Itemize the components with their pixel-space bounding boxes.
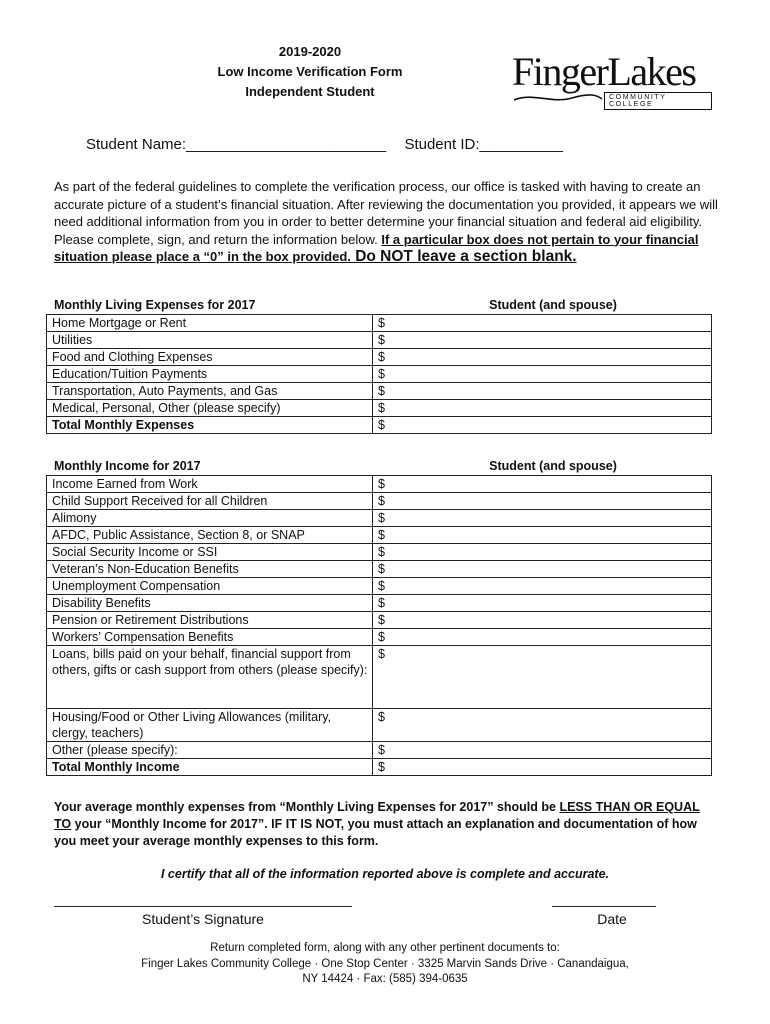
total-row bbox=[47, 417, 712, 434]
table-row bbox=[47, 629, 712, 646]
table-row bbox=[47, 383, 712, 400]
row-label: AFDC, Public Assistance, Section 8, or SNAP bbox=[47, 527, 373, 544]
logo-swoosh-icon bbox=[512, 90, 604, 106]
return-line-3: NY 14424 · Fax: (585) 394-0635 bbox=[302, 973, 468, 985]
table-row bbox=[47, 561, 712, 578]
row-label: Veteran’s Non-Education Benefits bbox=[47, 561, 373, 578]
income-heading: Monthly Income for 2017 bbox=[54, 459, 201, 473]
row-label: Pension or Retirement Distributions bbox=[47, 612, 373, 629]
intro-paragraph bbox=[54, 178, 718, 266]
student-info-row bbox=[86, 136, 577, 153]
table-row bbox=[47, 332, 712, 349]
intro-warning: Do NOT leave a section blank. bbox=[350, 248, 577, 265]
table-row bbox=[47, 493, 712, 510]
form-title: Low Income Verification Form bbox=[217, 64, 403, 79]
amount-field[interactable]: $ bbox=[373, 561, 712, 578]
total-amount-field[interactable]: $ bbox=[373, 417, 712, 434]
amount-field[interactable]: $ bbox=[373, 332, 712, 349]
row-label: Disability Benefits bbox=[47, 595, 373, 612]
table-row bbox=[47, 544, 712, 561]
date-line[interactable] bbox=[552, 906, 656, 907]
form-header bbox=[195, 42, 425, 102]
table-row bbox=[47, 527, 712, 544]
table-row bbox=[47, 595, 712, 612]
income-table bbox=[46, 475, 712, 776]
expenses-heading: Monthly Living Expenses for 2017 bbox=[54, 298, 256, 312]
table-row bbox=[47, 476, 712, 493]
income-heading-row bbox=[54, 459, 710, 473]
logo-tagline: COMMUNITY COLLEGE bbox=[604, 92, 712, 110]
row-label: Workers’ Compensation Benefits bbox=[47, 629, 373, 646]
logo-name: FingerLakes bbox=[512, 49, 696, 94]
total-label: Total Monthly Income bbox=[47, 759, 373, 776]
note-underlined: LESS THAN OR EQUAL TO bbox=[54, 800, 700, 831]
return-line-1: Return completed form, along with any other pertinent documents to: bbox=[210, 942, 560, 954]
row-label: Housing/Food or Other Living Allowances (military, clergy, teachers) bbox=[47, 709, 373, 742]
amount-field[interactable]: $ bbox=[373, 527, 712, 544]
row-label: Social Security Income or SSI bbox=[47, 544, 373, 561]
total-amount-field[interactable]: $ bbox=[373, 759, 712, 776]
table-row bbox=[47, 709, 712, 742]
amount-field[interactable]: $ bbox=[373, 646, 712, 709]
income-column-header: Student (and spouse) bbox=[489, 459, 617, 473]
expense-income-note bbox=[54, 799, 718, 850]
amount-field[interactable]: $ bbox=[373, 366, 712, 383]
total-label: Total Monthly Expenses bbox=[47, 417, 373, 434]
note-part-1: Your average monthly expenses from “Monthly Living Expenses for 2017” should be bbox=[54, 800, 560, 814]
return-line-2: Finger Lakes Community College · One Stop Center · 3325 Marvin Sands Drive · Canandaigua, bbox=[141, 957, 629, 970]
total-row bbox=[47, 759, 712, 776]
row-label: Food and Clothing Expenses bbox=[47, 349, 373, 366]
signature-label: Student’s Signature bbox=[142, 911, 264, 927]
row-label: Transportation, Auto Payments, and Gas bbox=[47, 383, 373, 400]
date-label: Date bbox=[597, 911, 627, 927]
amount-field[interactable]: $ bbox=[373, 709, 712, 742]
row-label: Child Support Received for all Children bbox=[47, 493, 373, 510]
amount-field[interactable]: $ bbox=[373, 544, 712, 561]
table-row bbox=[47, 349, 712, 366]
table-row bbox=[47, 578, 712, 595]
return-instructions bbox=[0, 941, 770, 988]
amount-field[interactable]: $ bbox=[373, 578, 712, 595]
signature-line[interactable] bbox=[54, 906, 352, 907]
expenses-heading-row bbox=[54, 298, 710, 312]
amount-field[interactable]: $ bbox=[373, 493, 712, 510]
form-subtitle: Independent Student bbox=[245, 84, 375, 99]
amount-field[interactable]: $ bbox=[373, 742, 712, 759]
certification-statement: I certify that all of the information reported above is complete and accurate. bbox=[160, 867, 610, 881]
note-part-2: your “Monthly Income for 2017”. IF IT IS NOT, you must attach an explanation and documentation of how you meet your average monthly expenses to this form. bbox=[54, 817, 697, 848]
college-logo bbox=[512, 49, 712, 114]
row-label: Other (please specify): bbox=[47, 742, 373, 759]
row-label: Income Earned from Work bbox=[47, 476, 373, 493]
amount-field[interactable]: $ bbox=[373, 612, 712, 629]
amount-field[interactable]: $ bbox=[373, 629, 712, 646]
amount-field[interactable]: $ bbox=[373, 595, 712, 612]
amount-field[interactable]: $ bbox=[373, 315, 712, 332]
table-row bbox=[47, 612, 712, 629]
amount-field[interactable]: $ bbox=[373, 510, 712, 527]
student-name-field[interactable]: Student Name:________________________ bbox=[86, 136, 387, 153]
row-label: Medical, Personal, Other (please specify) bbox=[47, 400, 373, 417]
amount-field[interactable]: $ bbox=[373, 349, 712, 366]
intro-bold-instruction: If a particular box does not pertain to your financial situation please place a “0” in the box provided. bbox=[54, 231, 699, 264]
amount-field[interactable]: $ bbox=[373, 400, 712, 417]
row-label: Utilities bbox=[47, 332, 373, 349]
table-row bbox=[47, 400, 712, 417]
table-row bbox=[47, 315, 712, 332]
table-row bbox=[47, 646, 712, 709]
amount-field[interactable]: $ bbox=[373, 383, 712, 400]
row-label: Home Mortgage or Rent bbox=[47, 315, 373, 332]
row-label: Unemployment Compensation bbox=[47, 578, 373, 595]
intro-text: As part of the federal guidelines to complete the verification process, our office is tasked with having to create an accurate picture of a student’s financial situation. After reviewing the documentation you provided, it appears we will need additional information from you in order to better determine your financial situation and federal aid eligibility. Please complete, sign, and return the information below. bbox=[54, 179, 718, 247]
table-row bbox=[47, 366, 712, 383]
amount-field[interactable]: $ bbox=[373, 476, 712, 493]
row-label: Loans, bills paid on your behalf, financial support from others, gifts or cash support from others (please specify): bbox=[47, 646, 373, 709]
row-label: Alimony bbox=[47, 510, 373, 527]
expenses-column-header: Student (and spouse) bbox=[489, 298, 617, 312]
student-id-field[interactable]: Student ID:__________ bbox=[404, 136, 563, 153]
expenses-table bbox=[46, 314, 712, 434]
table-row bbox=[47, 742, 712, 759]
row-label: Education/Tuition Payments bbox=[47, 366, 373, 383]
form-year: 2019-2020 bbox=[278, 44, 342, 59]
table-row bbox=[47, 510, 712, 527]
